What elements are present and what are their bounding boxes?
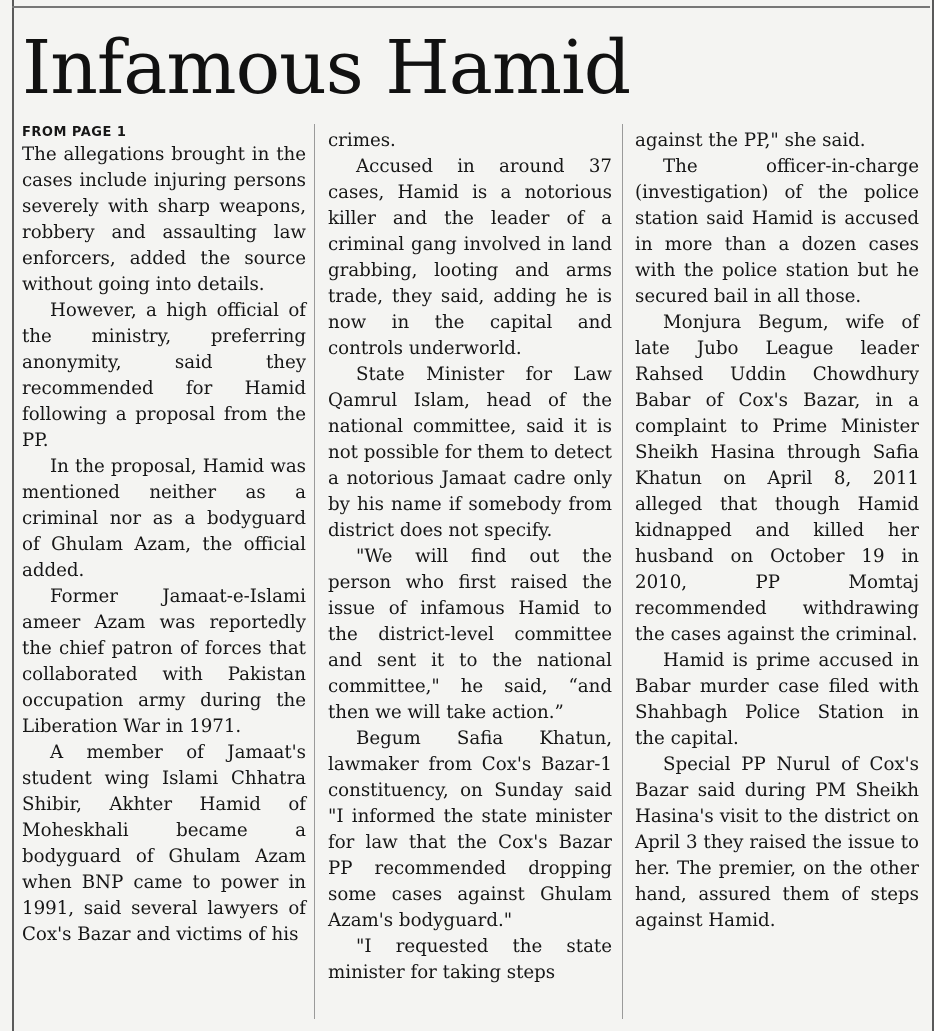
paragraph: "We will find out the person who first raised the issue of infamous Hamid to the district-level committee and sent it to the national committee," he said, “and then we will take action.”	[328, 546, 612, 723]
paragraph: Hamid is prime accused in Babar murder case filed with Shahbagh Police Station in the capital.	[635, 650, 919, 749]
paragraph: "I requested the state minister for taking steps	[328, 936, 612, 983]
left-border-rule	[12, 0, 14, 1031]
paragraph: against the PP," she said.	[635, 130, 866, 151]
continuation-kicker: FROM PAGE 1	[22, 125, 127, 140]
paragraph: Special PP Nurul of Cox's Bazar said during PM Sheikh Hasina's visit to the district on April 3 they raised the issue to her. The premier, on the other hand, assured them of steps against Hamid.	[635, 754, 919, 931]
paragraph: Former Jamaat-e-Islami ameer Azam was reportedly the chief patron of forces that collaborated with Pakistan occupation army during the Liberation War in 1971.	[22, 586, 306, 737]
paragraph: The allegations brought in the cases include injuring persons severely with sharp weapons, robbery and assaulting law enforcers, added the source without going into details.	[22, 144, 306, 295]
paragraph: However, a high official of the ministry, preferring anonymity, said they recommended for Hamid following a proposal from the PP.	[22, 300, 306, 451]
paragraph: State Minister for Law Qamrul Islam, head of the national committee, said it is not possible for them to detect a notorious Jamaat cadre only by his name if somebody from district does not specify.	[328, 364, 612, 541]
paragraph: A member of Jamaat's student wing Islami Chhatra Shibir, Akhter Hamid of Moheskhali became a bodyguard of Ghulam Azam when BNP came to power in 1991, said several lawyers of Cox's Bazar and victims of his	[22, 742, 306, 945]
article-column-1	[22, 124, 306, 1024]
top-border-rule	[12, 6, 930, 8]
column-divider	[622, 124, 623, 1019]
paragraph: Accused in around 37 cases, Hamid is a notorious killer and the leader of a criminal gang involved in land grabbing, looting and arms trade, they said, adding he is now in the capital and controls underworld.	[328, 156, 612, 359]
article-column-3	[635, 128, 919, 1028]
headline: Infamous Hamid	[22, 25, 631, 111]
paragraph: Monjura Begum, wife of late Jubo League leader Rahsed Uddin Chowdhury Babar of Cox's Bazar, in a complaint to Prime Minister Sheikh Hasina through Safia Khatun on April 8, 2011 alleged that though Hamid kidnapped and killed her husband on October 19 in 2010, PP Momtaj recommended withdrawing the cases against the criminal.	[635, 312, 919, 645]
paragraph: Begum Safia Khatun, lawmaker from Cox's Bazar-1 constituency, on Sunday said "I informed the state minister for law that the Cox's Bazar PP recommended dropping some cases against Ghulam Azam's bodyguard."	[328, 728, 612, 931]
column-divider	[314, 124, 315, 1019]
paragraph: The officer-in-charge (investigation) of the police station said Hamid is accused in more than a dozen cases with the police station but he secured bail in all those.	[635, 156, 919, 307]
article-column-2	[328, 128, 612, 1028]
paragraph: crimes.	[328, 130, 396, 151]
paragraph: In the proposal, Hamid was mentioned neither as a criminal nor as a bodyguard of Ghulam Azam, the official added.	[22, 456, 306, 581]
